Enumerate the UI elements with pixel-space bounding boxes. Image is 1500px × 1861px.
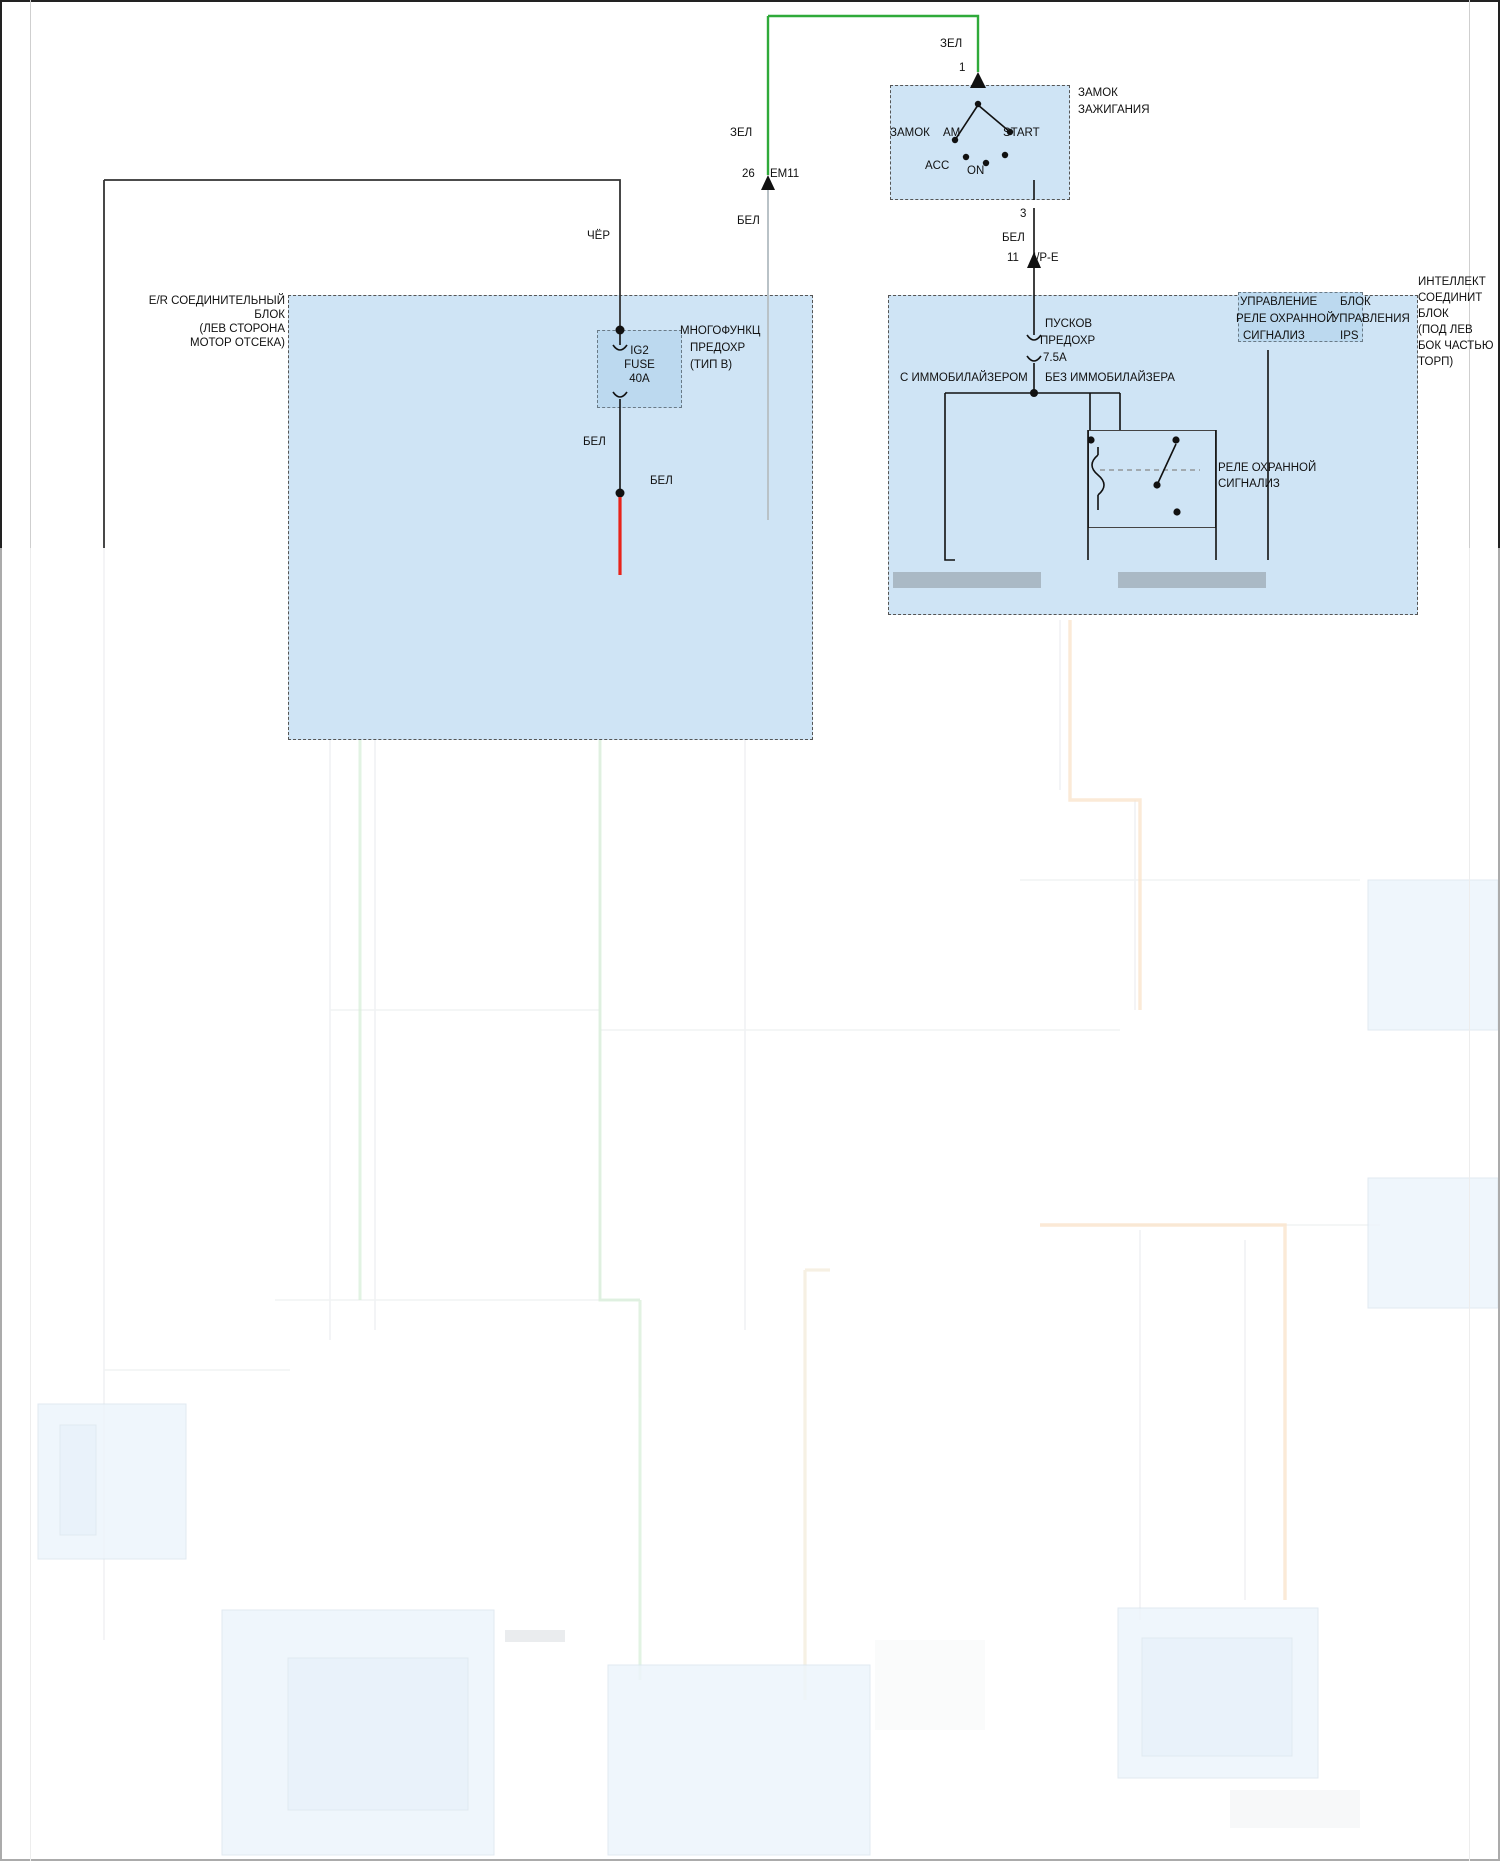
multifuse-note-line2: ПРЕДОХР: [690, 342, 746, 354]
smart-junction-line1: ИНТЕЛЛЕКТ: [1418, 276, 1486, 288]
ignition-terminal-on: ON: [967, 165, 985, 177]
er-junction-label-line2: БЛОК: [254, 309, 285, 321]
burglar-relay-line1: РЕЛЕ ОХРАННОЙ: [1218, 462, 1317, 474]
control-relay-line1: УПРАВЛЕНИЕ: [1240, 296, 1318, 308]
start-fuse-line2: ПРЕДОХР: [1040, 335, 1096, 347]
ig2-fuse-label-line1: IG2: [630, 345, 649, 357]
ips-box-line3: IPS: [1340, 330, 1359, 342]
er-junction-label-line1: E/R СОЕДИНИТЕЛЬНЫЙ: [148, 295, 285, 307]
ignition-terminal-start: START: [1003, 127, 1040, 139]
smart-junction-line5: БОК ЧАСТЬЮ: [1418, 340, 1494, 352]
control-relay-line3: СИГНАЛИЗ: [1243, 330, 1305, 342]
burglar-relay-line2: СИГНАЛИЗ: [1218, 478, 1280, 490]
ignition-terminal-lock: ЗАМОК: [890, 127, 930, 139]
without-immobilizer-label: БЕЗ ИММОБИЛАЙЗЕРА: [1045, 372, 1175, 384]
ig2-fuse-label-line2: FUSE: [624, 359, 655, 371]
wire-label-white-left: БЕЛ: [737, 215, 760, 227]
start-fuse-line1: ПУСКОВ: [1045, 318, 1093, 330]
ignition-pin-1: 1: [959, 62, 966, 74]
ignition-switch-title-1: ЗАМОК: [1078, 87, 1118, 99]
start-fuse-line3: 7.5A: [1043, 352, 1067, 364]
smart-junction-line3: БЛОК: [1418, 308, 1449, 320]
ig2-fuse-label-line3: 40A: [629, 373, 650, 385]
multifuse-note-line3: (ТИП B): [690, 359, 733, 371]
wire-label-white-splice: БЕЛ: [650, 475, 673, 487]
er-junction-label-line4: МОТОР ОТСЕКА): [190, 337, 285, 349]
wire-label-white-ignition: БЕЛ: [1002, 232, 1025, 244]
ignition-terminal-am: AM: [943, 127, 961, 139]
wire-label-black: ЧЁР: [587, 230, 611, 242]
ignition-switch-title-2: ЗАЖИГАНИЯ: [1078, 104, 1150, 116]
wire-label-green-top: ЗЕЛ: [940, 38, 963, 50]
multifuse-note-line1: МНОГОФУНКЦ: [680, 325, 761, 337]
connector-name-em11: EM11: [770, 168, 800, 180]
smart-junction-line2: СОЕДИНИТ: [1418, 292, 1483, 304]
ignition-pin-3: 3: [1020, 208, 1027, 220]
wire-label-green-left: ЗЕЛ: [730, 127, 753, 139]
control-relay-line2: РЕЛЕ ОХРАННОЙ: [1236, 313, 1335, 325]
with-immobilizer-label: С ИММОБИЛАЙЗЕРОМ: [900, 372, 1028, 384]
smart-junction-line6: ТОРП): [1418, 356, 1454, 368]
ips-box-line2: УПРАВЛЕНИЯ: [1332, 313, 1410, 325]
connector-pin-em11: 26: [742, 168, 755, 180]
connector-name-ipe: I/P-E: [1033, 252, 1059, 264]
er-junction-label-line3: (ЛЕВ СТОРОНА: [199, 323, 285, 335]
ips-box-line1: БЛОК: [1340, 296, 1371, 308]
smart-junction-line4: (ПОД ЛЕВ: [1418, 324, 1473, 336]
wire-label-white-fuse-out: БЕЛ: [583, 436, 606, 448]
ignition-terminal-acc: ACC: [925, 160, 950, 172]
connector-pin-ipe: 11: [1007, 252, 1019, 264]
